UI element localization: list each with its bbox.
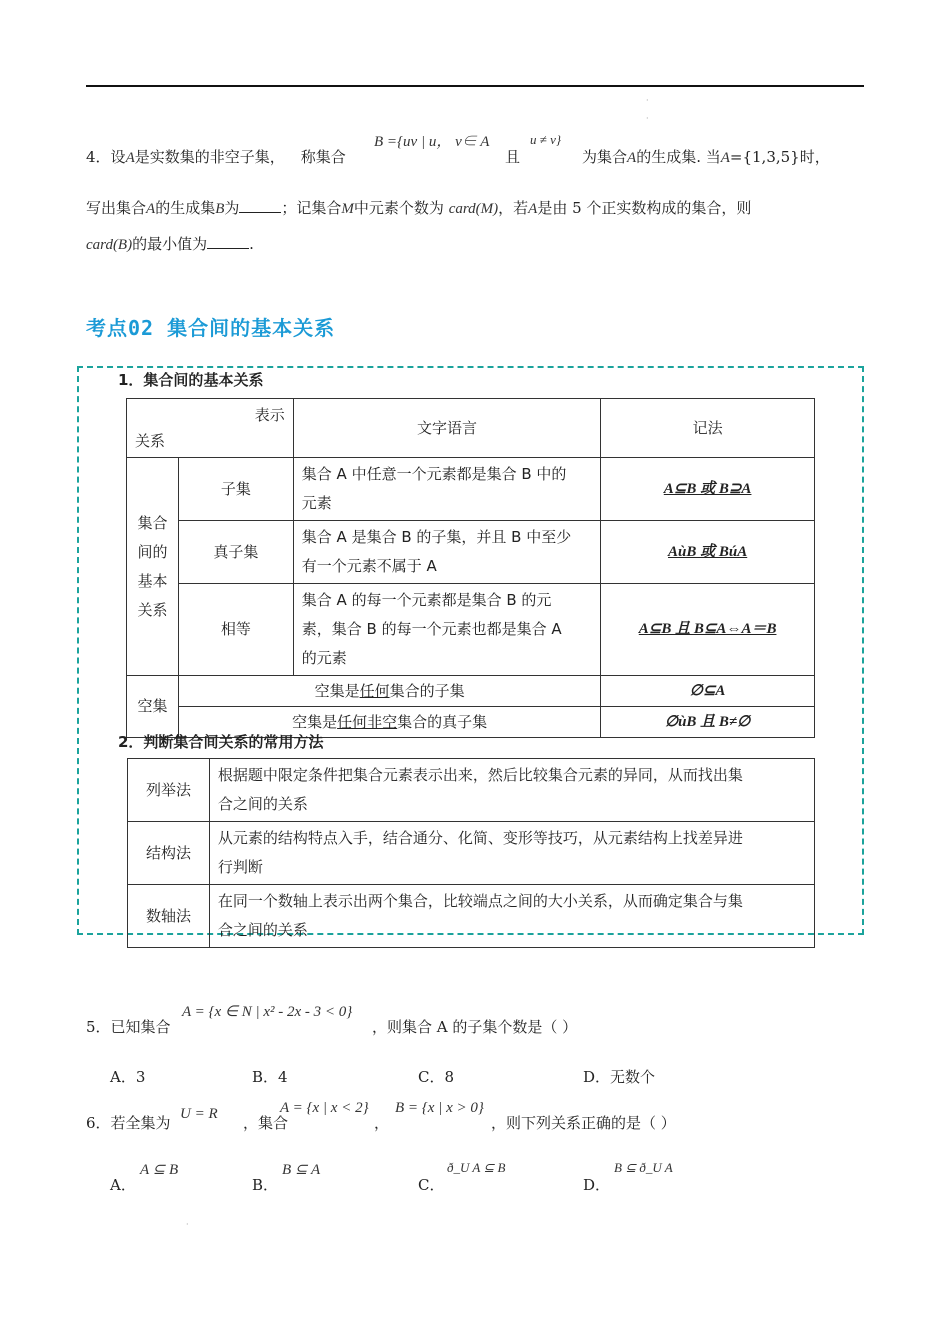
section-title: 考点02 集合间的基本关系 [86,316,336,340]
q5-option-c[interactable]: C．8 [418,1068,455,1086]
q6-mid: ，集合 [243,1114,289,1132]
decor-dot: · [186,1220,189,1229]
q5-formula: A = {x ∈ N | x² - 2x - 3 < 0} [182,1004,353,1020]
empty-set-row-1: 空集是任何集合的子集 [178,676,600,707]
subheading-2: 2．判断集合间关系的常用方法 [118,733,324,751]
row-note: AùB 或 BúA [601,521,815,584]
q6-comma: ， [374,1114,390,1132]
q4-and: 且 [505,148,521,166]
row-desc: 集合 A 的每一个元素都是集合 B 的元 素，集合 B 的每一个元素也都是集合 A 的元素 [293,584,600,676]
q6-set-a: A = {x | x < 2} [280,1100,369,1116]
q5-option-b[interactable]: B．4 [252,1068,288,1086]
decor-dot: · [646,96,649,105]
row-desc: 集合 A 中任意一个元素都是集合 B 中的 元素 [293,458,600,521]
q6-option-d[interactable]: D． [583,1176,611,1194]
row-name: 真子集 [178,521,293,584]
q6-formula-b: B ⊆ A [282,1162,321,1178]
row-note: A⊆B 或 B⊇A [601,458,815,521]
empty-set-note-2: ∅ùB 且 B≠∅ [601,707,815,738]
q6-formula-a: A ⊆ B [140,1162,179,1178]
q6-text: 6．若全集为 [86,1114,171,1132]
header-diagonal-cell: 表示 关系 [127,399,294,458]
q4-formula: B ={uv | u， v∈ A [374,134,490,150]
method-desc: 在同一个数轴上表示出两个集合，比较端点之间的大小关系，从而确定集合与集 合之间的关系 [209,885,814,948]
q6-option-b[interactable]: B． [252,1176,279,1194]
q6-option-a[interactable]: A． [110,1176,136,1194]
q5-option-a[interactable]: A．3 [110,1068,146,1086]
method-desc: 根据题中限定条件把集合元素表示出来，然后比较集合元素的异同，从而找出集 合之间的关系 [209,759,814,822]
answer-blank[interactable] [207,234,249,249]
relations-table [126,398,815,738]
decor-dot: · [646,114,649,123]
header-notation: 记法 [601,399,815,458]
row-name: 相等 [178,584,293,676]
answer-blank[interactable] [239,198,281,213]
header-rule [86,85,864,87]
q5-text: 5．已知集合 [86,1018,171,1036]
q6-formula-d: B ⊆ ð_U A [614,1160,673,1175]
q6-formula-c: ð_U A ⊆ B [447,1160,506,1175]
row-desc: 集合 A 是集合 B 的子集，并且 B 中至少 有一个元素不属于 A [293,521,600,584]
header-text-language: 文字语言 [293,399,600,458]
row-note: A⊆B 且 B⊆A⇔A＝B [601,584,815,676]
subheading-1: 1．集合间的基本关系 [118,371,264,389]
q5-tail: ，则集合 A 的子集个数是（ ） [372,1018,578,1036]
q6-set-b: B = {x | x > 0} [395,1100,484,1116]
q6-universe: U = R [180,1106,218,1122]
empty-set-label: 空集 [127,676,179,738]
method-desc: 从元素的结构特点入手，结合通分、化简、变形等技巧，从元素结构上找差异进 行判断 [209,822,814,885]
row-name: 子集 [178,458,293,521]
q6-tail: ，则下列关系正确的是（ ） [491,1114,676,1132]
method-name: 结构法 [128,822,210,885]
methods-table [127,758,815,948]
q5-option-d[interactable]: D．无数个 [583,1068,656,1086]
method-name: 列举法 [128,759,210,822]
q4-line1b: 为集合A的生成集. 当A={1,3,5}时， [582,148,830,166]
method-name: 数轴法 [128,885,210,948]
empty-set-row-2: 空集是任何非空集合的真子集 [178,707,600,738]
q4-line2: 写出集合A的生成集B为 ；记集合M中元素个数为 card(M)，若A是由 5 个正实数构成的集合，则 [86,199,752,217]
q6-option-c[interactable]: C． [418,1176,445,1194]
empty-set-note-1: ∅⊆A [601,676,815,707]
q4-formula-cond: u ≠ v} [530,132,562,147]
group-label: 集合 间的 基本 关系 [127,458,179,676]
q4-line1: 4．设A是实数集的非空子集， 称集合 [86,148,346,166]
q4-line3: card(B)的最小值为 . [86,235,254,253]
